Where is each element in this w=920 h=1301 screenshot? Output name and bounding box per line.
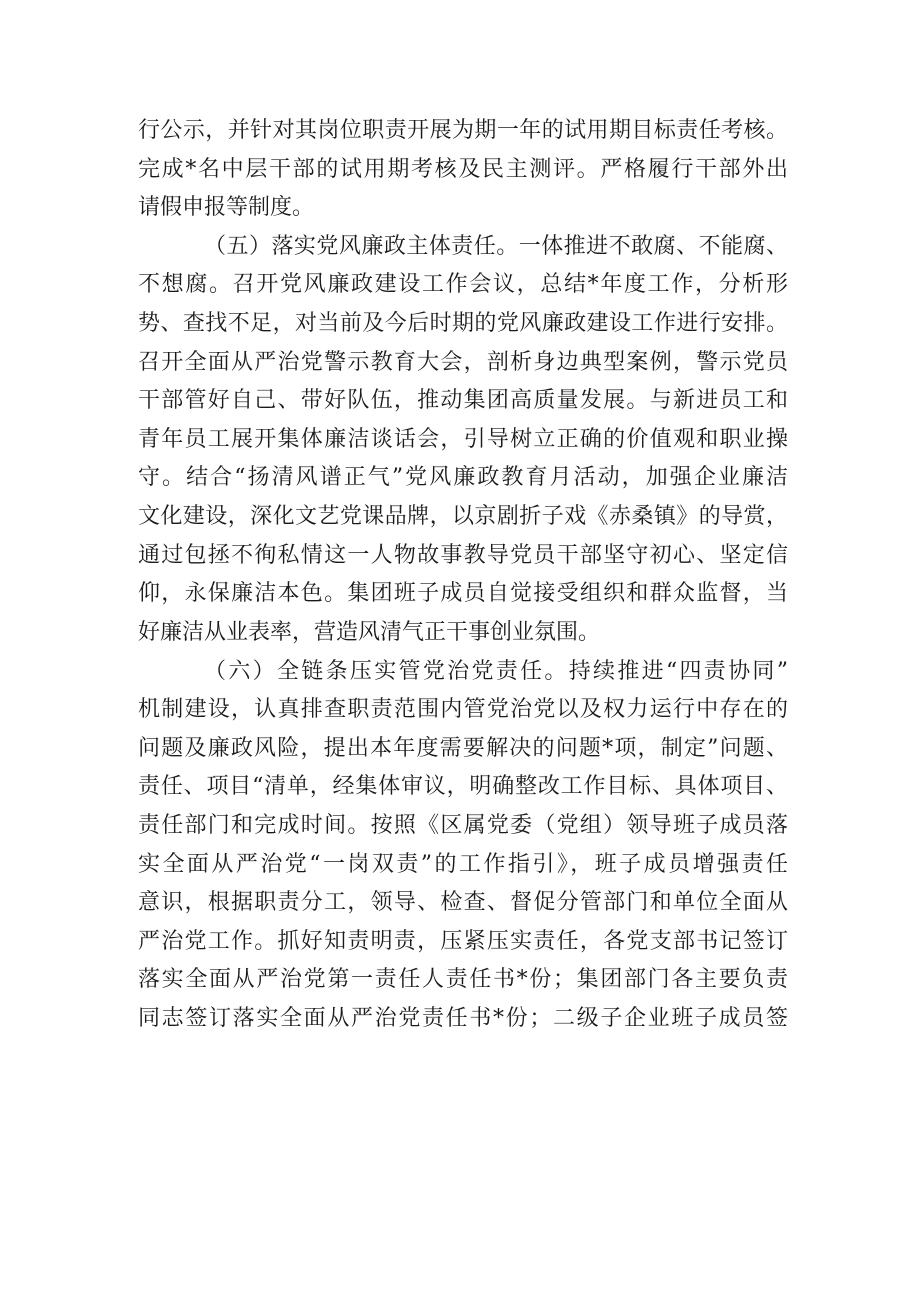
text-line-8: 干部管好自己、带好队伍，推动集团高质量发展。与新进员工和: [138, 388, 788, 414]
text-line-12: 通过包拯不徇私情这一人物故事教导党员干部坚守初心、坚定信: [138, 542, 788, 568]
text-line-17: 问题及廉政风险，提出本年度需要解决的问题*项，制定”问题、: [138, 735, 788, 761]
text-line-10: 守。结合“扬清风谱正气”党风廉政教育月活动，加强企业廉洁: [138, 465, 788, 491]
text-line-19: 责任部门和完成时间。按照《区属党委（党组）领导班子成员落: [138, 812, 788, 838]
text-line-1: 行公示，并针对其岗位职责开展为期一年的试用期目标责任考核。: [138, 118, 788, 143]
body-text: [138, 112, 788, 1039]
text-line-11: 文化建设，深化文艺党课品牌，以京剧折子戏《赤桑镇》的导赏，: [138, 504, 788, 530]
text-line-14: 好廉洁从业表率，营造风清气正干事创业氛围。: [138, 619, 601, 645]
text-line-7: 召开全面从严治党警示教育大会，剖析身边典型案例，警示党员: [138, 349, 788, 375]
text-line-5: 不想腐。召开党风廉政建设工作会议，总结*年度工作，分析形: [138, 272, 788, 298]
text-line-24: 同志签订落实全面从严治党责任书*份；二级子企业班子成员签: [138, 1006, 788, 1032]
text-line-6: 势、查找不足，对当前及今后时期的党风廉政建设工作进行安排。: [138, 311, 788, 337]
text-line-22: 严治党工作。抓好知责明责，压紧压实责任，各党支部书记签订: [138, 928, 788, 954]
text-line-20: 实全面从严治党“一岗双责”的工作指引》，班子成员增强责任: [138, 851, 788, 877]
section-five-heading-line: （五）落实党风廉政主体责任。一体推进不敢腐、不能腐、: [204, 233, 788, 259]
text-line-9: 青年员工展开集体廉洁谈话会，引导树立正确的价值观和职业操: [138, 426, 788, 452]
text-line-23: 落实全面从严治党第一责任人责任书*份；集团部门各主要负责: [138, 967, 788, 993]
section-six-heading-line: （六）全链条压实管党治党责任。持续推进“四责协同”: [204, 658, 788, 684]
text-line-18: 责任、项目“清单，经集体审议，明确整改工作目标、具体项目、: [138, 774, 788, 800]
text-line-13: 仰，永保廉洁本色。集团班子成员自觉接受组织和群众监督，当: [138, 581, 788, 607]
text-line-16: 机制建设，认真排查职责范围内管党治党以及权力运行中存在的: [138, 697, 788, 723]
text-line-2: 完成*名中层干部的试用期考核及民主测评。严格履行干部外出: [138, 156, 788, 182]
text-line-21: 意识，根据职责分工，领导、检查、督促分管部门和单位全面从: [138, 890, 788, 916]
text-line-3: 请假申报等制度。: [138, 195, 315, 221]
